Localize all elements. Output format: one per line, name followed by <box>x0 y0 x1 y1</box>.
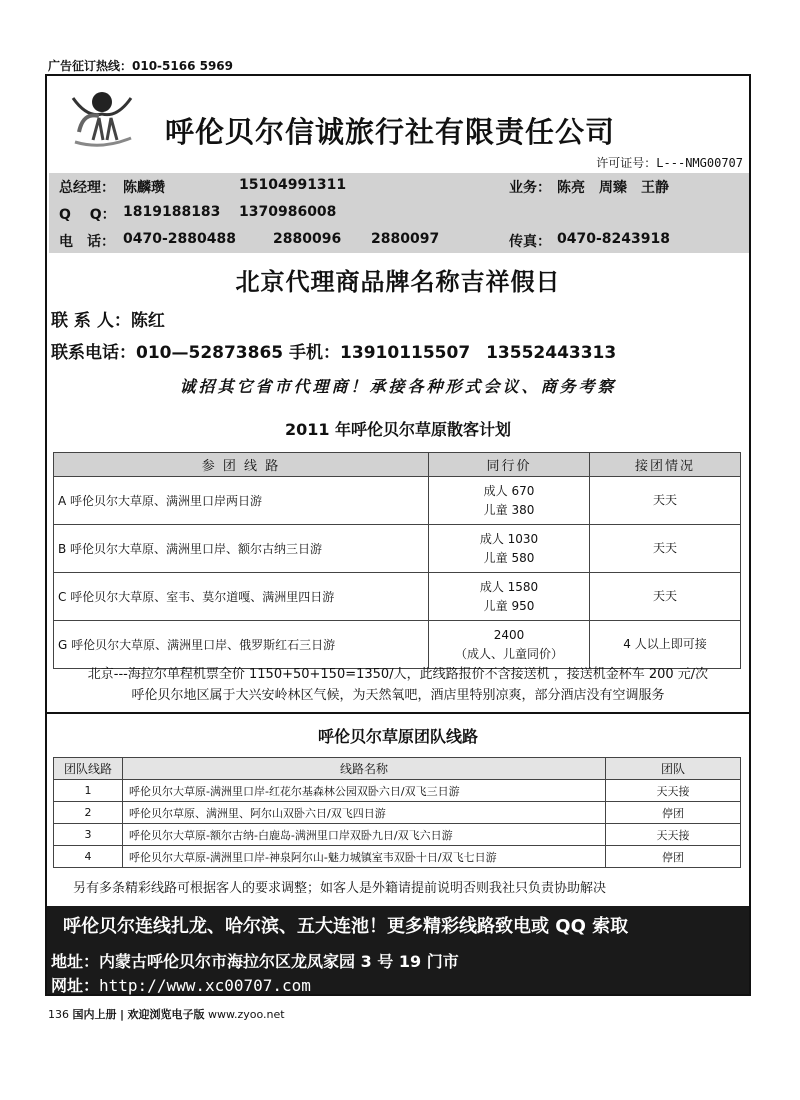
mobile-label: 手机： <box>289 343 341 363</box>
company-logo <box>69 88 135 148</box>
tel-number-2: 2880096 <box>273 231 342 247</box>
company-name: 呼伦贝尔信诚旅行社有限责任公司 <box>165 115 616 149</box>
web-label: 网址： <box>51 976 100 995</box>
status-cell: 天天 <box>590 525 741 573</box>
team-name-cell: 呼伦贝尔草原、满洲里、阿尔山双卧六日/双飞四日游 <box>123 802 606 824</box>
plan-title: 2011 年呼伦贝尔草原散客计划 <box>284 420 512 439</box>
agent-contact <box>51 306 165 331</box>
contact-info-band <box>49 173 749 253</box>
tel-number-3: 2880097 <box>371 231 440 247</box>
address-text: 内蒙古呼伦贝尔市海拉尔区龙凤家园 3 号 19 门市 <box>99 952 459 971</box>
address-line <box>51 949 459 972</box>
recruit-slogan: 诚招其它省市代理商！承接各种形式会议、商务考察 <box>179 377 617 396</box>
business-label: 业务： <box>509 180 551 196</box>
status-cell: 天天 <box>590 573 741 621</box>
contact-name: 陈红 <box>130 311 165 331</box>
custom-route-note: 另有多条精彩线路可根据客人的要求调整；如客人是外籍请提前说明否则我社只负责协助解决 <box>73 881 607 896</box>
team-no-cell: 3 <box>54 824 123 846</box>
price-cell: 成人 1580 儿童 950 <box>429 573 590 621</box>
license-number: 许可证号：L---NMG00707 <box>596 156 743 170</box>
table-row <box>54 477 741 525</box>
footer-url[interactable]: www.zyoo.net <box>208 1008 285 1021</box>
team-status-cell: 停团 <box>606 846 741 868</box>
route-cell: G 呼伦贝尔大草原、满洲里口岸、俄罗斯红石三日游 <box>54 621 429 669</box>
advert-frame <box>45 74 751 996</box>
website-link[interactable]: http://www.xc00707.com <box>99 976 311 995</box>
team-no-cell: 4 <box>54 846 123 868</box>
footer-separator: | <box>120 1008 125 1021</box>
route-cell: B 呼伦贝尔大草原、满洲里口岸、额尔古纳三日游 <box>54 525 429 573</box>
phone-label: 联系电话： <box>51 343 136 363</box>
qq-number-2: 1370986008 <box>239 204 337 220</box>
manager-phone: 15104991311 <box>239 177 347 193</box>
climate-note: 呼伦贝尔地区属于大兴安岭林区气候，为天然氧吧，酒店里特别凉爽，部分酒店没有空调服务 <box>131 688 665 703</box>
price-cell: 成人 1030 儿童 580 <box>429 525 590 573</box>
team-name-cell: 呼伦贝尔大草原-满洲里口岸-神泉阿尔山-魅力城镇室韦双卧十日/双飞七日游 <box>123 846 606 868</box>
mobile-number-1: 13910115507 <box>340 343 471 363</box>
tel-label: 电 话： <box>59 234 115 250</box>
status-cell: 4 人以上即可接 <box>590 621 741 669</box>
team-status-cell: 天天接 <box>606 824 741 846</box>
plan-notes <box>51 664 745 706</box>
status-cell: 天天 <box>590 477 741 525</box>
team-name-cell: 呼伦贝尔大草原-额尔古纳-白鹿岛-满洲里口岸双卧九日/双飞六日游 <box>123 824 606 846</box>
airfare-note: 北京---海拉尔单程机票全价 1150+50+150=1350/人，此线路报价不含接送机 ，接送机金杯车 200 元/次 <box>87 667 709 682</box>
team-header-status: 团队 <box>606 758 741 780</box>
team-status-cell: 天天接 <box>606 780 741 802</box>
section-divider <box>47 712 749 714</box>
table-row <box>54 525 741 573</box>
table-row <box>54 621 741 669</box>
mobile-number-2: 13552443313 <box>486 343 617 363</box>
table-row <box>54 573 741 621</box>
website-line <box>51 973 311 996</box>
team-table <box>53 757 741 868</box>
phone-number: 010—52873865 <box>136 343 284 363</box>
plan-table <box>53 452 741 669</box>
plan-header-status: 接团情况 <box>590 453 741 477</box>
page-footer <box>48 1006 285 1022</box>
connect-slogan: 呼伦贝尔连线扎龙、哈尔滨、五大连池！更多精彩线路致电或 QQ 索取 <box>63 916 629 937</box>
manager-label: 总经理： <box>59 180 115 196</box>
agent-phones <box>51 338 616 363</box>
qq-number-1: 1819188183 <box>123 204 221 220</box>
agent-title: 北京代理商品牌名称吉祥假日 <box>235 268 561 296</box>
contact-label: 联 系 人： <box>51 311 131 331</box>
team-name-cell: 呼伦贝尔大草原-满洲里口岸-红花尔基森林公园双卧六日/双飞三日游 <box>123 780 606 802</box>
table-row <box>54 846 741 868</box>
business-staff: 陈亮 周臻 王静 <box>557 180 669 196</box>
footer-text: 欢迎浏览电子版 <box>127 1008 205 1021</box>
team-header-no: 团队线路 <box>54 758 123 780</box>
price-cell: 2400 （成人、儿童同价） <box>429 621 590 669</box>
route-cell: A 呼伦贝尔大草原、满洲里口岸两日游 <box>54 477 429 525</box>
tel-number-1: 0470-2880488 <box>123 231 236 247</box>
team-title: 呼伦贝尔草原团队线路 <box>317 727 478 746</box>
plan-header-route: 参 团 线 路 <box>54 453 429 477</box>
team-status-cell: 停团 <box>606 802 741 824</box>
fax-label: 传真： <box>509 234 551 250</box>
fax-number: 0470-8243918 <box>557 231 670 247</box>
qq-label: Q Q： <box>59 207 116 223</box>
price-cell: 成人 670 儿童 380 <box>429 477 590 525</box>
address-label: 地址： <box>51 952 100 971</box>
route-cell: C 呼伦贝尔大草原、室韦、莫尔道嘎、满洲里四日游 <box>54 573 429 621</box>
team-no-cell: 2 <box>54 802 123 824</box>
table-row <box>54 824 741 846</box>
contact-footer-band <box>47 906 749 994</box>
table-row <box>54 780 741 802</box>
manager-name: 陈麟瓒 <box>123 180 165 196</box>
team-no-cell: 1 <box>54 780 123 802</box>
plan-header-price: 同行价 <box>429 453 590 477</box>
table-row <box>54 802 741 824</box>
section-name: 国内上册 <box>72 1008 117 1021</box>
team-header-name: 线路名称 <box>123 758 606 780</box>
page-number: 136 <box>48 1008 69 1021</box>
ad-hotline: 广告征订热线：010-5166 5969 <box>48 59 234 73</box>
